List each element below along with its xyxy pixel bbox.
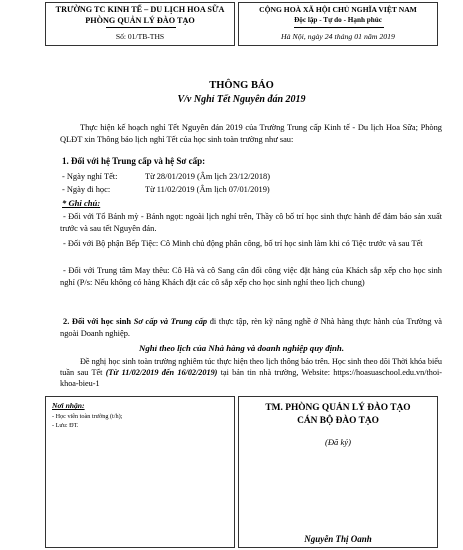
issuer-underline [106, 27, 176, 28]
signature-role: CÁN BỘ ĐÀO TẠO [297, 416, 379, 426]
nation-title: CỘNG HOÀ XÃ HỘI CHỦ NGHĨA VIỆT NAM [259, 5, 417, 14]
doc-title: THÔNG BÁO [209, 80, 274, 91]
section2-paragraph [60, 316, 442, 341]
doc-subject: V/v Nghỉ Tết Nguyên đán 2019 [177, 94, 306, 105]
issuer-header [45, 2, 235, 46]
intro-paragraph: Thực hiện kế hoạch nghỉ Tết Nguyên đán 2019 của Trường Trung cấp Kinh tế - Du lịch Hoa Sữa; Phòng QLĐT xin Thông báo lịch nghỉ Tết của học sinh toàn trường như sau: [60, 123, 442, 145]
signed-mark: (Đã ký) [324, 437, 351, 447]
closing-dates: (Từ 11/02/2019 đến 16/02/2019) [105, 368, 218, 377]
issuer-dept: PHÒNG QUẢN LÝ ĐÀO TẠO [85, 16, 195, 25]
holiday-value: Từ 28/01/2019 (Âm lịch 23/12/2018) [145, 172, 271, 181]
recipient-students: - Học viên toàn trường (t/h); [52, 413, 123, 420]
nation-motto: Độc lập - Tự do - Hạnh phúc [294, 16, 382, 24]
return-value: Từ 11/02/2019 (Âm lịch 07/01/2019) [145, 185, 270, 194]
closing-paragraph [60, 356, 442, 389]
note-kitchen: - Đối với Bộ phận Bếp Tiệc: Cô Minh chủ động phân công, bố trí học sinh làm khi có Tiệc trước và sau Tết [63, 239, 423, 248]
recipients-box [45, 396, 235, 548]
holiday-label: - Ngày nghỉ Tết: [62, 172, 118, 181]
issuer-org: TRƯỜNG TC KINH TẾ – DU LỊCH HOA SỮA [55, 5, 225, 14]
signature-title: TM. PHÒNG QUẢN LÝ ĐÀO TẠO [265, 403, 411, 413]
place-date: Hà Nội, ngày 24 tháng 01 năm 2019 [281, 32, 395, 41]
section2-highlight: Sơ cấp và Trung cấp [133, 317, 208, 326]
section1-heading: 1. Đối với hệ Trung cấp và hệ Sơ cấp: [62, 156, 206, 166]
section2-prefix: 2. Đối với học sinh [63, 317, 134, 326]
signature-box [238, 396, 438, 548]
signer-name: Nguyễn Thị Oanh [304, 534, 372, 544]
closing-text: Đề nghị học sinh toàn trường nghiêm túc thực hiện theo lịch thông báo trên. Học sinh theo dõi Thời khóa biểu tuần sau Tết [60, 357, 442, 377]
section2-rest: đi thực tập, rèn kỹ năng nghề ở Nhà hàng thực hành của Trường và ngoài Doanh nghiệp. [60, 317, 443, 339]
recipients-label: Nơi nhận: [52, 401, 85, 410]
section2-schedule: Nghỉ theo lịch của Nhà hàng và doanh nghiệp quy định. [138, 343, 345, 353]
note-sewing: - Đối với Trung tâm May thêu: Cô Hà và cô Sang cân đối công việc đặt hàng của Khách sắp xếp cho học sinh nghỉ (P/s: Nếu không có hàng Khách đặt các cô sắp xếp cho học sinh nghỉ theo lịch chung) [60, 266, 442, 288]
nation-header [238, 2, 438, 46]
recipient-archive: - Lưu: ĐT. [52, 422, 79, 429]
note-heading: * Ghi chú: [62, 198, 101, 208]
return-label: - Ngày đi học: [62, 185, 111, 194]
motto-underline [294, 27, 384, 28]
closing-website: tại bản tin nhà trường, Website: https://hoasuaschool.edu.vn/thoi-khoa-bieu-1 [60, 368, 442, 388]
doc-number: Số: 01/TB-THS [115, 32, 165, 41]
note-bakery: - Đối với Tổ Bánh mỳ - Bánh ngọt: ngoài lịch nghỉ trên, Thầy cô bố trí học sinh thực hành để đảm bảo sản xuất trước và sau tết Nguyên đán. [60, 212, 442, 234]
